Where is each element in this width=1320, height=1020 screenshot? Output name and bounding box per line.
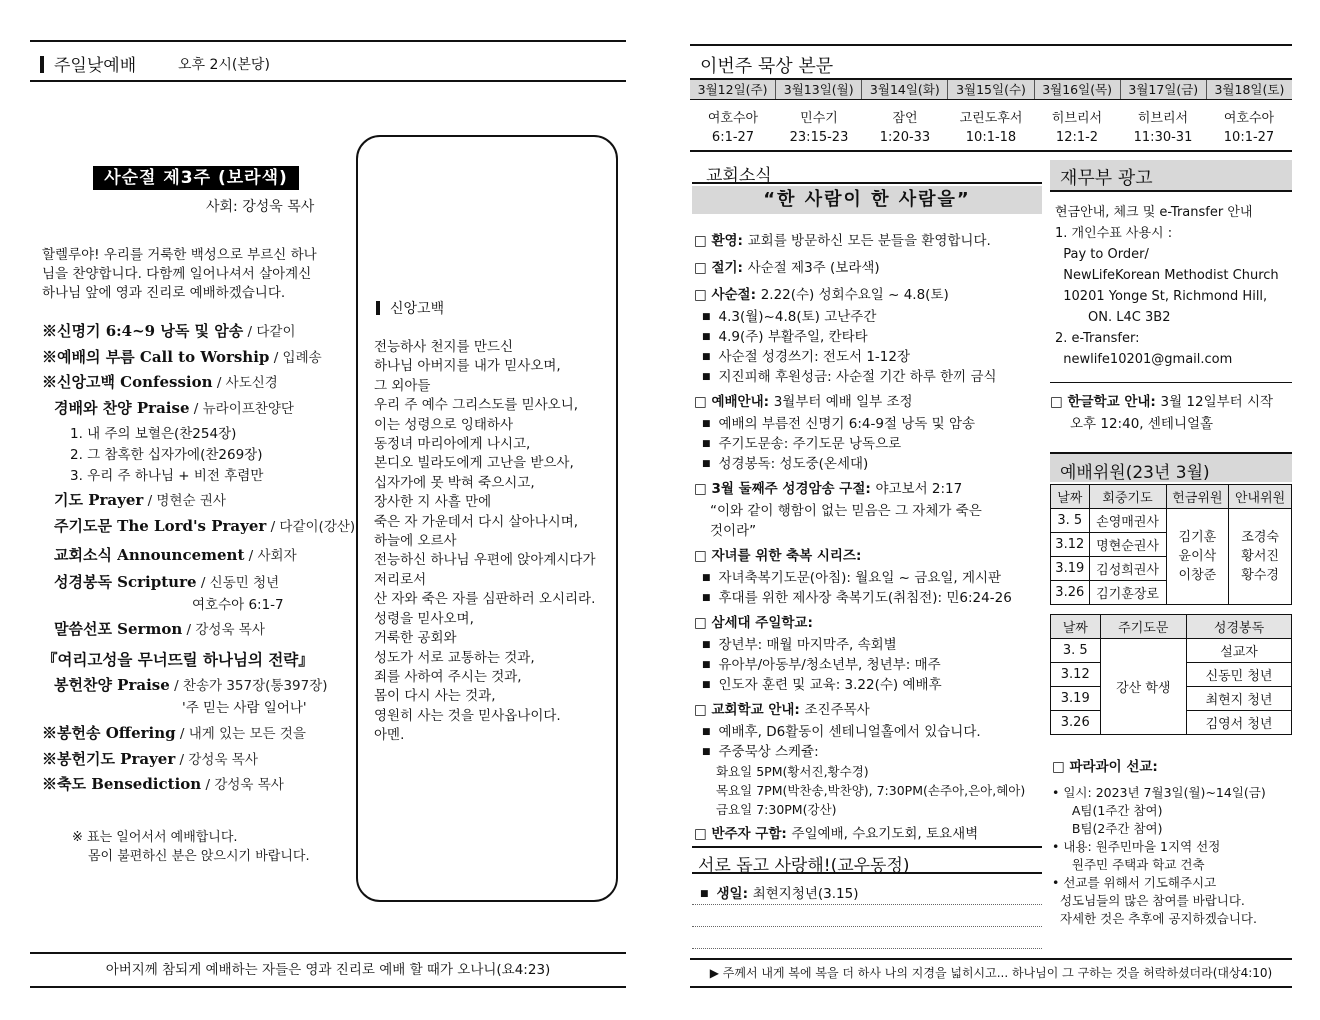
meditation-readings <box>690 106 1292 152</box>
creed-line: 거룩한 공회와 <box>374 630 457 647</box>
table-row: 3.19 최현지 청년 <box>1051 687 1292 711</box>
reading-book: 히브리서 <box>1051 111 1103 126</box>
mission-line <box>1052 856 1296 874</box>
korean-school-notice: □ 한글학교 안내: 3월 12일부터 시작 오후 12:40, 센테니얼홀 <box>1050 382 1292 435</box>
member-news-title: 서로 돕고 사랑해!(교우동정) <box>692 846 1042 874</box>
news-value: 유아부/아동부/청소년부, 청년부: 매주 <box>718 657 941 673</box>
table-row: 3. 5 강산 학생 설교자 <box>1051 639 1292 663</box>
creed-line: 전능하신 하나님 우편에 앉아계시다가 <box>374 552 596 569</box>
creed-line: 하늘에 오르사 <box>374 533 457 550</box>
intro-text: 할렐루야! 우리를 거룩한 백성으로 부르신 하나 님을 찬양합니다. 다함께 일어나셔서 살아계신 하나님 앞에 영과 진리로 예배하겠습니다. <box>42 247 317 301</box>
creed-line: 이는 성령으로 잉태하사 <box>374 416 513 433</box>
reading-range: 11:30-31 <box>1133 130 1193 145</box>
news-heading <box>694 823 1044 846</box>
news-key: □ 교회학교 안내: <box>694 702 805 718</box>
mission-text: 내용: 원주민마을 1지역 선정 <box>1063 839 1221 854</box>
creed-line: 몸이 다시 사는 것과, <box>374 688 496 705</box>
creed-line: 영원히 사는 것을 믿사옵나이다. <box>374 707 561 724</box>
bullet: • <box>1052 839 1064 854</box>
finance-line: 1. 개인수표 사용시 : <box>1055 226 1173 241</box>
song-item: 3. 우리 주 하나님 + 비전 후렴만 <box>70 468 264 484</box>
worship-header <box>30 40 626 82</box>
left-footer-verse: 아버지께 참되게 예배하는 자들은 영과 진리로 예배 할 때가 오나니(요4:23) <box>30 952 626 988</box>
news-key: □ 자녀를 위한 축복 시리즈: <box>694 548 862 564</box>
news-title: 교회소식 <box>692 158 1042 184</box>
news-key: □ 환영: <box>694 233 748 249</box>
finance-line: newlife10201@gmail.com <box>1055 352 1233 367</box>
reading-book: 여호수아 <box>707 111 759 126</box>
offer-song-title: '주 믿는 사람 일어나' <box>182 700 307 716</box>
news-heading <box>694 612 1044 635</box>
creed-line: 우리 주 예수 그리스도를 믿사오니, <box>374 397 579 414</box>
table-row: 3.26 김영서 청년 <box>1051 711 1292 735</box>
news-value: 사순절 성경쓰기: 전도서 1-12장 <box>718 349 911 365</box>
news-bullet: ■ 후대를 위한 제사장 축복기도(취침전): 민6:24-26 <box>702 590 1012 606</box>
news-bullet: ■ 유아부/아동부/청소년부, 청년부: 매주 <box>702 657 941 673</box>
news-value: 주기도문송: 주기도문 낭독으로 <box>718 436 902 452</box>
news-bullet: ■ 4.3(월)~4.8(토) 고난주간 <box>702 309 877 325</box>
creed-line: 아멘. <box>374 727 405 744</box>
news-heading <box>694 545 1044 568</box>
news-bullet: ■ 자녀축복기도문(아침): 월요일 ~ 금요일, 게시판 <box>702 570 1002 586</box>
divider <box>692 948 1042 949</box>
reading-cell <box>1206 106 1292 150</box>
news-bullet: ■ 사순절 성경쓰기: 전도서 1-12장 <box>702 349 911 365</box>
table-row: 3.26 김기훈장로 <box>1051 581 1292 605</box>
news-key: □ 3월 둘째주 성경암송 구절: <box>694 481 876 497</box>
creed-line: 본디오 빌라도에게 고난을 받으사, <box>374 455 574 472</box>
creed-line: 저리로서 <box>374 571 427 588</box>
order-item: ※신명기 6:4~9 낭독 및 암송 / 다같이 <box>42 322 296 340</box>
day-header: 3월13일(월) <box>776 80 862 99</box>
order-item: 주기도문 The Lord's Prayer / 다같이(강산) <box>54 516 356 535</box>
table-row: 3.12 명현순권사 <box>1051 533 1292 557</box>
reading-cell <box>1034 106 1120 150</box>
reading-cell <box>862 106 948 150</box>
creed-line: 동정녀 마리아에게 나시고, <box>374 436 531 453</box>
news-value: 야고보서 2:17 <box>875 481 963 497</box>
news-schedule: 금요일 7:30PM(강산) <box>716 802 837 817</box>
divider <box>692 926 1042 927</box>
order-item: 성경봉독 Scripture / 신동민 청년 <box>54 572 280 591</box>
news-bullet: ■ 예배의 부름전 신명기 6:4-9절 낭독 및 암송 <box>702 416 976 432</box>
news-value: 주일예배, 수요기도회, 토요새벽 <box>791 826 979 842</box>
news-heading <box>694 391 1044 414</box>
meditation-days <box>690 80 1292 100</box>
news-value: 후대를 위한 제사장 축복기도(취침전): 민6:24-26 <box>718 590 1012 606</box>
table-row: 3.12 신동민 청년 <box>1051 663 1292 687</box>
creed-line: 죽은 자 가운데서 다시 살아나시며, <box>374 513 579 530</box>
mission-text: A팀(1주간 참여) <box>1052 803 1163 818</box>
finance-line: 현금안내, 체크 및 e-Transfer 안내 <box>1055 205 1253 220</box>
news-quote: 것이라” <box>710 523 757 539</box>
news-bullet: ■ 예배후, D6활동이 센테니얼홀에서 있습니다. <box>702 724 981 740</box>
finance-line: NewLifeKorean Methodist Church <box>1055 268 1279 283</box>
creed-line: 그 외아들 <box>374 377 431 394</box>
news-value: 인도자 훈련 및 교육: 3.22(수) 예배후 <box>718 677 942 693</box>
order-item: ※봉헌기도 Prayer / 강성욱 목사 <box>42 749 258 768</box>
church-news <box>694 230 1044 846</box>
news-value: 주중묵상 스케쥴: <box>718 744 819 760</box>
news-schedule: 목요일 7PM(박찬송,박찬양), 7:30PM(손주아,은아,혜아) <box>716 783 1026 798</box>
reading-cell <box>776 106 862 150</box>
news-heading <box>694 699 1044 722</box>
prayer-reading-table: 날짜 주기도문 성경봉독 3. 5 강산 학생 설교자 3.12 신동민 청년 3.19 최현지 청년 3.26 김영서 청년 <box>1050 614 1292 735</box>
news-value: 예배후, D6활동이 센테니얼홀에서 있습니다. <box>718 724 981 740</box>
news-bullet: ■ 장년부: 매월 마지막주, 속회별 <box>702 637 897 653</box>
news-heading <box>694 284 1044 307</box>
creed-line: 죄를 사하여 주시는 것과, <box>374 668 522 685</box>
news-value: 사순절 제3주 (보라색) <box>747 260 880 276</box>
creed-line: 산 자와 죽은 자를 심판하러 오시리라. <box>374 591 596 608</box>
mission-text: 선교를 위해서 기도해주시고 <box>1063 875 1217 890</box>
reading-book: 고린도후서 <box>959 111 1023 126</box>
order-item: 봉헌찬양 Praise / 찬송가 357장(통397장) <box>54 676 328 694</box>
news-value: 3월부터 예배 일부 조정 <box>773 394 913 410</box>
news-key: □ 절기: <box>694 260 748 276</box>
bullet: • <box>1052 785 1064 800</box>
committee-table: 날짜 회중기도 헌금위원 안내위원 3. 5 손영매권사 김기훈 윤이삭 이창준 조경숙 황서진 황수경 3.12 명현순권사 3.19 김성희권사 3.26 김기훈장로 <box>1050 484 1292 605</box>
mission-text: 원주민 주택과 학교 건축 <box>1052 857 1205 872</box>
table-row: 3.19 김성희권사 <box>1051 557 1292 581</box>
news-key: □ 반주자 구함: <box>694 826 792 842</box>
news-value: 4.9(주) 부활주일, 칸타타 <box>718 329 868 345</box>
mission-text: B팀(2주간 참여) <box>1052 821 1163 836</box>
finance-line: 2. e-Transfer: <box>1055 331 1140 346</box>
mission-line <box>1052 820 1296 838</box>
news-value: 조진주목사 <box>804 702 870 718</box>
day-header: 3월18일(토) <box>1214 82 1285 97</box>
news-bullet: ■ 주중묵상 스케쥴: <box>702 744 819 760</box>
reading-range: 10:1-18 <box>965 130 1017 145</box>
news-value: 예배의 부름전 신명기 6:4-9절 낭독 및 암송 <box>718 416 976 432</box>
news-heading <box>694 230 1044 253</box>
reading-book: 민수기 <box>800 111 838 126</box>
mission-text: 성도님들의 많은 참여를 바랍니다. <box>1052 893 1245 908</box>
day-header: 3월16일(목) <box>1035 80 1121 99</box>
news-key: □ 삼세대 주일학교: <box>694 615 813 631</box>
birthday-item: ■ 생일: 최현지청년(3.15) <box>700 886 859 902</box>
news-value: 4.3(월)~4.8(토) 고난주간 <box>718 309 877 325</box>
mission-title: □ 파라과이 선교: <box>1052 759 1158 775</box>
news-quote: “이와 같이 행함이 없는 믿음은 그 자체가 죽은 <box>710 503 982 519</box>
order-item: 말씀선포 Sermon / 강성욱 목사 <box>54 619 265 638</box>
news-bullet: ■ 4.9(주) 부활주일, 칸타타 <box>702 329 868 345</box>
finance-info <box>1055 202 1295 370</box>
finance-title: 재무부 광고 <box>1050 160 1292 192</box>
mission-line <box>1052 784 1296 802</box>
day-header: 3월15일(수) <box>948 80 1034 99</box>
reading-range: 1:20-33 <box>879 130 931 145</box>
mission-line <box>1052 838 1296 856</box>
news-key: □ 사순절: <box>694 287 761 303</box>
mission-line <box>1052 802 1296 820</box>
reading-cell <box>1120 106 1206 150</box>
mission-line <box>1052 910 1296 928</box>
creed-line: 십자가에 못 박혀 죽으시고, <box>374 474 535 491</box>
creed-line: 장사한 지 사흘 만에 <box>374 494 492 511</box>
news-bullet: ■ 주기도문송: 주기도문 낭독으로 <box>702 436 902 452</box>
news-value: 자녀축복기도문(아침): 월요일 ~ 금요일, 게시판 <box>718 570 1002 586</box>
scripture-ref: 여호수아 6:1-7 <box>192 596 284 613</box>
mission-notice <box>1052 756 1296 928</box>
reading-book: 여호수아 <box>1223 111 1275 126</box>
creed-line: 성도가 서로 교통하는 것과, <box>374 649 535 666</box>
bullet: • <box>1052 875 1064 890</box>
order-item: ※예배의 부름 Call to Worship / 입례송 <box>42 347 322 366</box>
order-item: 경배와 찬양 Praise / 뉴라이프찬양단 <box>54 398 294 417</box>
reading-book: 잠언 <box>892 111 918 126</box>
reading-book: 히브리서 <box>1137 111 1189 126</box>
news-value: 지진피해 후원성금: 사순절 기간 하루 한끼 금식 <box>718 369 997 385</box>
order-item: ※축도 Bensediction / 강성욱 목사 <box>42 775 284 793</box>
order-of-worship <box>42 320 354 799</box>
news-value: 교회를 방문하신 모든 분들을 환영합니다. <box>747 233 991 249</box>
news-theme: “한 사람이 한 사람을” <box>692 186 1042 214</box>
season-banner: 사순절 제3주 (보라색) <box>93 166 299 190</box>
creed-line: 전능하사 천지를 만드신 <box>374 339 513 355</box>
presider: 사회: 강성욱 목사 <box>206 199 315 215</box>
news-key: □ 예배안내: <box>694 394 774 410</box>
finance-line: 10201 Yonge St, Richmond Hill, <box>1055 289 1268 304</box>
order-item: ※봉헌송 Offering / 내게 있는 모든 것을 <box>42 724 306 742</box>
news-bullet: ■ 성경봉독: 성도중(온세대) <box>702 456 869 472</box>
day-header: 3월12일(주) <box>690 80 776 99</box>
finance-line: Pay to Order/ <box>1055 247 1149 262</box>
creed-line: 하나님 아버지를 내가 믿사오며, <box>374 358 561 375</box>
news-bullet: ■ 인도자 훈련 및 교육: 3.22(수) 예배후 <box>702 677 942 693</box>
divider <box>692 904 1042 905</box>
day-header: 3월14일(화) <box>862 80 948 99</box>
reading-cell <box>690 106 776 150</box>
creed-title: 신앙고백 <box>376 298 444 318</box>
reading-range: 12:1-2 <box>1055 130 1099 145</box>
table-row: 3. 5 손영매권사 김기훈 윤이삭 이창준 조경숙 황서진 황수경 <box>1051 509 1292 533</box>
reading-range: 23:15-23 <box>789 130 849 145</box>
reading-cell <box>948 106 1034 150</box>
worship-time: 오후 2시(본당) <box>178 57 270 73</box>
right-footer-verse: ▶ 주께서 내게 복에 복을 더 하사 나의 지경을 넓히시고... 하나님이 그 구하는 것을 허락하셨더라(대상4:10) <box>690 958 1292 988</box>
creed-line: 성령을 믿사오며, <box>374 610 474 627</box>
committee-title: 예배위원(23년 3월) <box>1050 452 1292 482</box>
news-schedule: 화요일 5PM(황서진,황수경) <box>716 764 869 779</box>
song-item: 1. 내 주의 보혈은(찬254장) <box>70 426 237 442</box>
sermon-title: 『여리고성을 무너뜨릴 하나님의 전략』 <box>42 650 314 669</box>
song-item: 2. 그 참혹한 십자가에(찬269장) <box>70 447 263 463</box>
mission-text: 자세한 것은 추후에 공지하겠습니다. <box>1052 911 1257 926</box>
order-item: 교회소식 Announcement / 사회자 <box>54 545 297 564</box>
news-value: 2.22(수) 성회수요일 ~ 4.8(토) <box>760 287 949 303</box>
news-value: 장년부: 매월 마지막주, 속회별 <box>718 637 897 653</box>
order-item: 기도 Prayer / 명현순 권사 <box>54 491 226 509</box>
news-heading <box>694 478 1044 501</box>
day-header: 3월17일(금) <box>1121 80 1207 99</box>
news-bullet: ■ 지진피해 후원성금: 사순절 기간 하루 한끼 금식 <box>702 369 997 385</box>
mission-text: 일시: 2023년 7월3일(월)~14일(금) <box>1063 785 1266 800</box>
worship-title: 주일낮예배 <box>54 56 137 76</box>
reading-range: 6:1-27 <box>711 130 755 145</box>
reading-range: 10:1-27 <box>1223 130 1275 145</box>
news-value: 성경봉독: 성도중(온세대) <box>718 456 869 472</box>
order-item: ※신앙고백 Confession / 사도신경 <box>42 373 278 391</box>
news-heading <box>694 257 1044 280</box>
apostles-creed <box>374 338 610 746</box>
finance-line: ON. L4C 3B2 <box>1055 310 1171 325</box>
meditation-header: 이번주 묵상 본문 <box>690 44 1292 80</box>
mission-line <box>1052 892 1296 910</box>
standing-note: ※ 표는 일어서서 예배합니다. 몸이 불편하신 분은 앉으시기 바랍니다. <box>72 830 310 864</box>
mission-line <box>1052 874 1296 892</box>
